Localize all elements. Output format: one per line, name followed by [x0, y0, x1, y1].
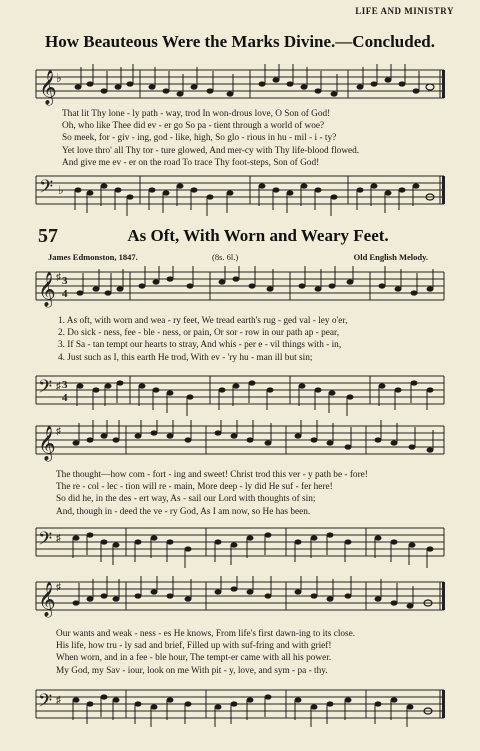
svg-text:𝄞: 𝄞 — [38, 426, 56, 461]
svg-text:𝄞: 𝄞 — [38, 272, 56, 307]
lyric-line: Our wants and weak - ness - es He knows, From life's first dawn-ing to its close. — [56, 629, 356, 639]
author-credit: James Edmonston, 1847. — [48, 252, 138, 262]
bass-staff-b3 — [30, 684, 450, 730]
lyrics-block-a — [30, 108, 450, 169]
bass-staff-b1 — [30, 370, 450, 416]
hymn-title-b: As Oft, With Worn and Weary Feet. — [127, 226, 389, 245]
svg-text:3: 3 — [62, 275, 68, 287]
lyric-line: 4. Just such as I, this earth He trod, With ev - 'ry hu - man ill but sin; — [58, 352, 313, 363]
lyrics-block-b2 — [30, 469, 450, 518]
treble-staff-b1 — [30, 266, 450, 312]
svg-text:𝄢: 𝄢 — [38, 529, 53, 554]
svg-text:𝄢: 𝄢 — [39, 177, 54, 202]
lyric-line: That lit Thy lone - ly path - way, trod In won-drous love, O Son of God! — [62, 109, 331, 119]
lyric-line: The thought—how com - fort - ing and sweet! Christ trod this ver - y path be - fore! — [56, 470, 368, 480]
svg-text:3: 3 — [62, 379, 68, 391]
lyric-line: And, though in - deed the ve - ry God, As I am now, so He has been. — [56, 506, 311, 517]
lyric-line: 2. Do sick - ness, fee - ble - ness, or pain, Or sor - row in our path ap - pear, — [58, 328, 340, 339]
lyric-line: The re - col - lec - tion will re - main, More deep - ly did He suf - fer here! — [56, 482, 333, 493]
svg-text:♯: ♯ — [56, 426, 61, 437]
tune-credit: Old English Melody. — [353, 252, 428, 262]
svg-text:𝄞: 𝄞 — [38, 582, 56, 617]
treble-staff-b3 — [30, 576, 450, 622]
svg-text:4: 4 — [62, 392, 68, 404]
svg-text:♯: ♯ — [56, 533, 61, 544]
lyric-line: My God, my Sav - iour, look on me With pit - y, love, and sym - pa - thy. — [56, 665, 328, 676]
running-head: LIFE AND MINISTRY — [355, 6, 454, 16]
lyric-line: His life, how tru - ly sad and brief, Filled up with suf-fring and with grief! — [56, 641, 332, 652]
svg-text:♭: ♭ — [56, 71, 62, 85]
lyric-line: And give me ev - er on the road To trace Thy foot-steps, Son of God! — [62, 157, 320, 168]
svg-text:𝄢: 𝄢 — [38, 377, 53, 402]
hymn-number: 57 — [38, 225, 58, 247]
meter: (8s. 6l.) — [212, 252, 239, 262]
svg-text:4: 4 — [62, 288, 68, 300]
bass-staff-a — [30, 170, 450, 216]
svg-text:𝄞: 𝄞 — [39, 70, 57, 105]
svg-text:𝄢: 𝄢 — [38, 691, 53, 716]
lyric-line: So did he, in the des - ert way, As - sail our Lord with thoughts of sin; — [56, 494, 316, 505]
lyrics-block-b1 — [30, 315, 450, 364]
svg-text:♭: ♭ — [58, 183, 64, 197]
lyric-line: 3. If Sa - tan tempt our hearts to stray, And whis - per e - vil things with - in, — [58, 340, 342, 351]
treble-staff-b2 — [30, 420, 450, 466]
bass-staff-b2 — [30, 522, 450, 568]
treble-staff-a — [30, 64, 450, 110]
hymn-title-a: How Beauteous Were the Marks Divine.—Concluded. — [45, 32, 435, 51]
lyric-line: So meek, for - giv - ing, god - like, high, So glo - rious in hu - mil - i - ty? — [62, 133, 337, 144]
lyric-line: Oh, who like Thee did ev - er go So pa - tient through a world of woe? — [62, 121, 325, 132]
lyric-line: Yet love thro' all Thy tor - ture glowed, And mer-cy with Thy life-blood flowed. — [62, 145, 360, 156]
lyric-line: 1. As oft, with worn and wea - ry feet, We tread earth's rug - ged val - ley o'er, — [58, 316, 348, 326]
lyrics-block-b3 — [30, 628, 450, 677]
svg-text:♯: ♯ — [56, 272, 61, 283]
svg-text:♯: ♯ — [56, 695, 61, 706]
svg-text:♯: ♯ — [56, 381, 61, 392]
lyric-line: When worn, and in a fee - ble hour, The tempt-er came with all his power. — [56, 653, 332, 664]
svg-text:♯: ♯ — [56, 582, 61, 593]
